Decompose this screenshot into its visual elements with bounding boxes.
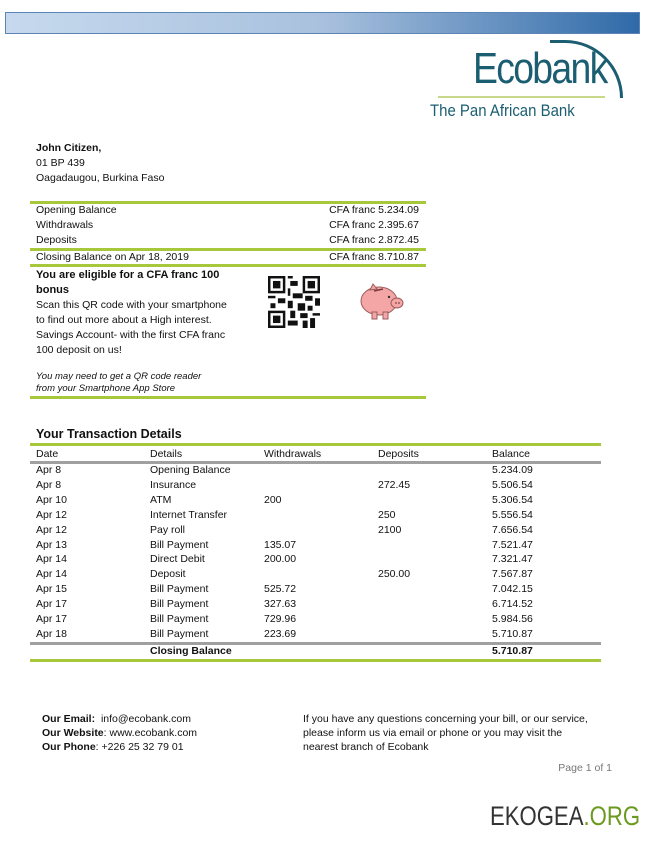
cell-balance: 5.710.87 <box>492 627 533 640</box>
cell-balance: 7.321.47 <box>492 553 533 566</box>
cell-balance: 5.556.54 <box>492 508 533 521</box>
cell-withdrawal: 200 <box>264 493 282 506</box>
table-row <box>36 552 601 567</box>
cell-details: Deposit <box>150 568 186 581</box>
logo-name: Ecobank <box>472 44 607 93</box>
footer-email <box>42 712 191 727</box>
cell-deposit: 272.45 <box>378 478 411 491</box>
cell-balance: 7.521.47 <box>492 538 533 551</box>
promo-note: You may need to get a QR code reader <box>36 371 202 382</box>
table-row <box>36 612 601 627</box>
cell-date: Apr 8 <box>36 478 62 491</box>
cell-date: Apr 17 <box>36 598 67 611</box>
cell-withdrawal: 200.00 <box>264 553 297 566</box>
cell-details: Bill Payment <box>150 613 209 625</box>
column-header-balance: Balance <box>492 448 530 460</box>
summary-label: Withdrawals <box>36 219 94 231</box>
footer-phone <box>42 740 184 755</box>
column-header-details: Details <box>150 448 183 460</box>
cell-deposit: 250 <box>378 508 396 521</box>
cell-details: Bill Payment <box>150 583 209 596</box>
cell-details: Bill Payment <box>150 538 209 551</box>
column-header-date: Date <box>36 448 59 460</box>
cell-balance: 5.984.56 <box>492 613 533 625</box>
cell-details: Opening Balance <box>150 464 231 476</box>
cell-date: Apr 14 <box>36 568 67 581</box>
website-link[interactable]: : www.ecobank.com <box>103 727 198 739</box>
cell-date: Apr 8 <box>36 464 62 476</box>
cell-withdrawal: 525.72 <box>264 583 297 596</box>
phone-value: : +226 25 32 79 01 <box>95 741 184 753</box>
transactions-title: Your Transaction Details <box>36 427 182 441</box>
summary-value: CFA franc 2.395.67 <box>329 219 419 231</box>
cell-date: Apr 10 <box>36 493 67 506</box>
cell-deposit: 250.00 <box>378 568 411 581</box>
customer-address-line2: Oagadaugou, Burkina Faso <box>36 172 165 184</box>
promo-heading: You are eligible for a CFA franc 100 bonus <box>36 269 220 296</box>
footer-note: please inform us via email or phone or you may visit the <box>303 727 563 739</box>
cell-date: Apr 12 <box>36 523 67 536</box>
cell-details: Bill Payment <box>150 627 209 640</box>
cell-balance: 5.306.54 <box>492 493 533 506</box>
cell-date: Apr 14 <box>36 553 67 566</box>
customer-name: John Citizen, <box>36 142 102 154</box>
footer-website <box>42 726 197 741</box>
summary-label: Deposits <box>36 234 77 246</box>
watermark-part2: .ORG <box>583 801 640 831</box>
column-header-withdrawals: Withdrawals <box>264 448 322 460</box>
footer-note: If you have any questions concerning your bill, or our service, <box>303 713 588 725</box>
summary-value: CFA franc 5.234.09 <box>329 204 419 216</box>
promo-block <box>36 268 236 358</box>
cell-withdrawal: 135.07 <box>264 538 297 551</box>
customer-address-line1: 01 BP 439 <box>36 157 85 169</box>
table-row <box>36 523 601 538</box>
cell-withdrawal: 223.69 <box>264 627 297 640</box>
table-row <box>36 508 601 523</box>
table-row <box>36 582 601 597</box>
cell-balance: 7.656.54 <box>492 523 533 536</box>
email-label: Our Email: <box>42 713 96 725</box>
cell-date: Apr 15 <box>36 583 67 596</box>
promo-body: Scan this QR code with your smartphone to find out more about a High interest. Savings Account- with the first CFA franc 100 deposit on us! <box>36 299 227 356</box>
promo-note: from your Smartphone App Store <box>36 383 176 394</box>
cell-balance: 6.714.52 <box>492 598 533 611</box>
closing-balance-value: 5.710.87 <box>492 645 533 657</box>
cell-deposit: 2100 <box>378 523 402 536</box>
cell-balance: 7.042.15 <box>492 583 533 596</box>
table-row <box>36 538 601 553</box>
cell-details: ATM <box>150 493 172 506</box>
cell-withdrawal: 729.96 <box>264 613 297 625</box>
header-bar <box>5 12 640 34</box>
divider <box>30 264 426 267</box>
email-link[interactable]: info@ecobank.com <box>100 713 191 725</box>
page-number: Page 1 of 1 <box>558 762 612 774</box>
summary-value: CFA franc 2.872.45 <box>329 234 419 246</box>
logo-tagline: The Pan African Bank <box>430 101 575 120</box>
closing-balance-value: CFA franc 8.710.87 <box>329 251 419 263</box>
cell-withdrawal: 327.63 <box>264 598 297 611</box>
table-header <box>36 447 601 462</box>
cell-balance: 5.506.54 <box>492 478 533 491</box>
watermark-part1: EKOGEA <box>489 801 584 831</box>
table-row <box>36 627 601 642</box>
cell-date: Apr 18 <box>36 627 67 640</box>
divider <box>30 443 601 446</box>
closing-balance-label: Closing Balance on Apr 18, 2019 <box>36 251 189 263</box>
ekogea-watermark <box>490 800 640 832</box>
phone-label: Our Phone <box>42 741 96 753</box>
divider <box>30 396 426 399</box>
table-row <box>36 597 601 612</box>
cell-balance: 7.567.87 <box>492 568 533 581</box>
website-label: Our Website <box>42 727 104 739</box>
table-row <box>36 567 601 582</box>
ecobank-logo <box>430 44 610 121</box>
qr-code-icon[interactable] <box>268 275 320 329</box>
cell-details: Pay roll <box>150 523 186 536</box>
column-header-deposits: Deposits <box>378 448 419 460</box>
table-row <box>36 478 601 493</box>
cell-date: Apr 12 <box>36 508 67 521</box>
cell-balance: 5.234.09 <box>492 464 533 476</box>
footer-note: nearest branch of Ecobank <box>303 741 429 753</box>
cell-details: Internet Transfer <box>150 508 228 521</box>
cell-date: Apr 13 <box>36 538 67 551</box>
summary-label: Opening Balance <box>36 204 117 216</box>
piggy-bank-icon <box>356 280 406 322</box>
table-row <box>36 463 601 478</box>
closing-balance-row <box>36 644 601 659</box>
closing-balance-label: Closing Balance <box>150 645 232 657</box>
cell-details: Direct Debit <box>150 553 205 566</box>
table-row <box>36 493 601 508</box>
cell-date: Apr 17 <box>36 613 67 625</box>
cell-details: Insurance <box>150 478 197 491</box>
cell-details: Bill Payment <box>150 598 209 611</box>
divider <box>30 659 601 662</box>
